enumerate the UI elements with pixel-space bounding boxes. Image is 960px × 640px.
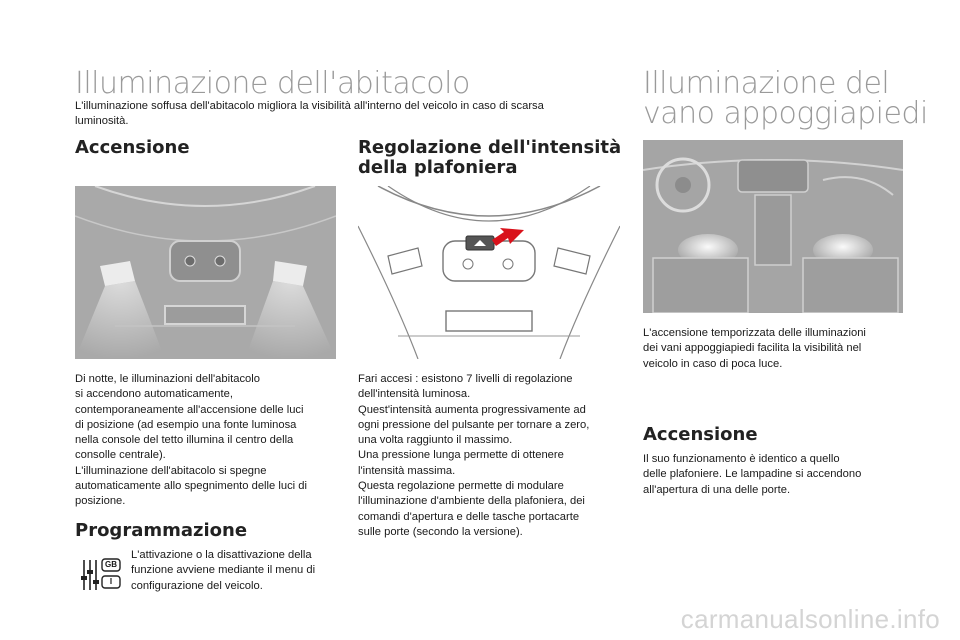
watermark: carmanualsonline.info: [680, 604, 940, 634]
section-heading-accensione: Accensione: [75, 137, 190, 158]
ceiling-light-illustration: [75, 186, 336, 359]
accensione-text: Di notte, le illuminazioni dell'abitacolo si accendono automaticamente, contemporaneamente all'accensione delle luci di posizione (ad esempio una fonte luminosa nella console del tetto illumina il centro della consolle centrale). L'illuminazione dell'abitacolo si spegne automaticamente allo spegnimento delle luci di posizione.: [75, 373, 307, 508]
section-heading-regolazione-line2: della plafoniera: [358, 157, 518, 178]
red-arrow-icon: [358, 186, 620, 359]
page-title: Illuminazione dell'abitacolo: [75, 66, 470, 101]
language-label-i: I: [109, 577, 113, 586]
right-page-title-line1: Illuminazione del: [643, 66, 890, 101]
section-heading-accensione-right: Accensione: [643, 424, 758, 445]
footwell-intro-text: L'accensione temporizzata delle illuminazioni dei vani appoggiapiedi facilita la visibilità nel veicolo in caso di poca luce.: [643, 327, 866, 370]
right-page-title-line2: vano appoggiapiedi: [643, 96, 928, 131]
regolazione-text: Fari accesi : esistono 7 livelli di regolazione dell'intensità luminosa. Quest'intensità aumenta progressivamente ad ogni pressione del pulsante per tornare a zero, una volta raggiunto il massimo. Una pressione lunga permette di ottenere l'intensità massima. Questa regolazione permette di modulare l'illuminazione d'ambiente della plafoniera, dei comandi d'apertura e delle tasche portacarte sulle porte (secondo la versione).: [358, 373, 590, 538]
intensity-button-illustration: [358, 186, 620, 359]
section-heading-regolazione-line1: Regolazione dell'intensità: [358, 137, 622, 158]
footwell-accensione-text: Il suo funzionamento è identico a quello delle plafoniere. Le lampadine si accendono all'apertura di una delle porte.: [643, 453, 862, 496]
programmazione-text: L'attivazione o la disattivazione della funzione avviene mediante il menu di configurazione del veicolo.: [131, 549, 316, 592]
section-heading-programmazione: Programmazione: [75, 520, 248, 541]
settings-menu-icon: [78, 556, 122, 592]
footwell-light-illustration: [643, 140, 903, 313]
language-label-gb: GB: [105, 560, 117, 569]
intro-text: L'illuminazione soffusa dell'abitacolo migliora la visibilità all'interno del veicolo in caso di scarsa luminosità.: [75, 100, 544, 128]
